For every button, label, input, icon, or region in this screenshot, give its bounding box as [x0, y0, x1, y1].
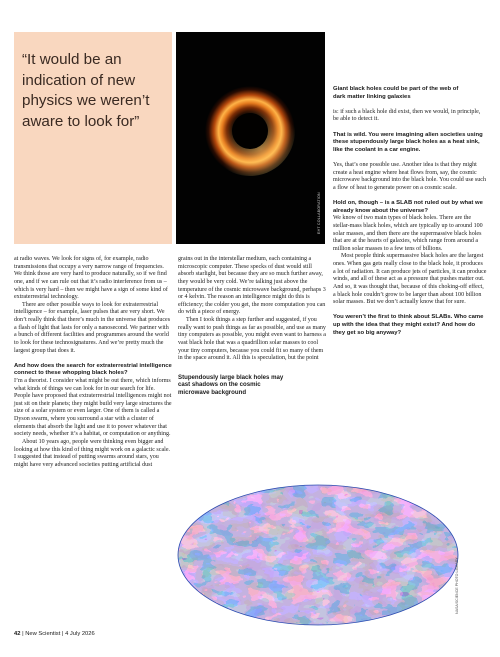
image-caption: Stupendously large black holes may cast shadows on the cosmic microwave background — [178, 373, 284, 396]
interview-question: You weren’t the first to think about SLABs. Who came up with the idea that they might exist? And how do they get so big anyway? — [333, 314, 484, 336]
body-paragraph: Then I took things a step further and suggested, if you really want to push things as far as possible, and use as many tiny computers as possible, you might even want to harness a vast black hole that was a quadrillion solar masses to cool your tiny computers, because you could fit so many of them in the space around it. All this is speculation, but the point — [178, 317, 326, 362]
pull-quote: “It would be an indication of new physics we weren’t aware to look for” — [22, 51, 150, 130]
black-hole-photo — [176, 32, 325, 244]
body-paragraph: grains out in the interstellar medium, each containing a microscopic computer. These specks of dust would still absorb starlight, but because they are so much further away, they would be very cold. We’re talking just above the temperature of the cosmic microwave background, perhaps 3 or 4 kelvin. The reason an intelligence might do this is efficiency; the colder you get, the more computation you can do with a piece of energy. — [178, 256, 326, 316]
footer-separator: | — [61, 631, 66, 637]
image-caption: Giant black holes could be part of the web of dark matter linking galaxies — [333, 86, 459, 100]
page-footer — [14, 631, 95, 637]
issue-date: 4 July 2026 — [65, 631, 95, 637]
interview-question: And how does the search for extraterrestrial intelligence connect to these whopping black holes? — [14, 362, 172, 377]
body-paragraph: About 10 years ago, people were thinking even bigger and looking at how this kind of thing might work on a galactic scale. I suggested that instead of putting swarms around stars, you might have very advanced societies putting artificial dust — [14, 438, 171, 468]
page-number: 42 — [14, 631, 21, 637]
cmb-map-photo — [176, 483, 460, 627]
photo-credit: NASA/SCIENCE PHOTO LIBRARY — [455, 557, 459, 614]
photo-credit: EHT COLLABORATION — [317, 192, 321, 234]
body-paragraph: I’m a theorist. I consider what might be out there, which informs what kinds of things we can look for in our search for life. People have proposed that extraterrestrial intelligences might not just sit on their planets; they might build very large structures the size of a solar system or even larger. One of them is called a Dyson swarm, where you surround a star with a cluster of elements that absorb the light and use it to power whatever that society needs, whether it’s a habitat, or computation or anything. — [14, 377, 172, 438]
publication-name: New Scientist — [25, 631, 61, 637]
body-paragraph: at radio waves. We look for signs of, for example, radio transmissions that occupy a very narrow range of frequencies. We think those are very hard to produce naturally, so if we find one, and if we can rule out that it’s radio interference from us – which is very hard – then we might have a sign of some kind of extraterrestrial technology. — [14, 256, 168, 301]
body-paragraph: There are other possible ways to look for extraterrestrial intelligence – for example, laser pulses that are very short. We don’t really think that there’s much in the universe that produces a flash of light that lasts for only a nanosecond. We partner with a bunch of different facilities and programmes around the world to look for these technosignatures. And we’re pretty much the largest group that does it. — [14, 301, 171, 354]
article-column-1 — [14, 256, 172, 469]
article-column-3 — [333, 86, 487, 337]
interview-question: Hold on, though – is a SLAB not ruled out by what we already know about the universe? — [333, 200, 483, 214]
black-hole-image — [176, 32, 325, 244]
article-column-2 — [178, 256, 326, 397]
cmb-map-image — [176, 483, 460, 627]
interview-question: That is wild. You were imagining alien societies using these stupendously large black holes as a heat sink, like the coolant in a car engine. — [333, 131, 483, 153]
body-paragraph: is: if such a black hole did exist, then we would, in principle, be able to detect it. — [333, 108, 481, 123]
body-paragraph: Most people think supermassive black holes are the largest ones. When gas gets really close to the black hole, it produces a lot of radiation. It can produce jets of particles, it can produce winds, and all of these act as a pressure that pushes matter out. And so, it was thought that, because of this choking-off effect, a black hole couldn’t grow to be larger than about 100 billion solar masses. But we don’t actually know that for sure. — [333, 253, 487, 306]
footer-separator: | — [22, 631, 26, 637]
body-paragraph: Yes, that’s one possible use. Another idea is that they might create a heat engine where heat flows from, say, the cosmic microwave background into the black hole. You could use such a flow of heat to generate power on a cosmic scale. — [333, 162, 486, 191]
body-paragraph: We know of two main types of black holes. There are the stellar-mass black holes, which are typically up to around 100 solar masses, and then there are the supermassive black holes that are at the hearts of galaxies, which range from around a million solar masses to a few tens of billions. — [333, 215, 483, 252]
